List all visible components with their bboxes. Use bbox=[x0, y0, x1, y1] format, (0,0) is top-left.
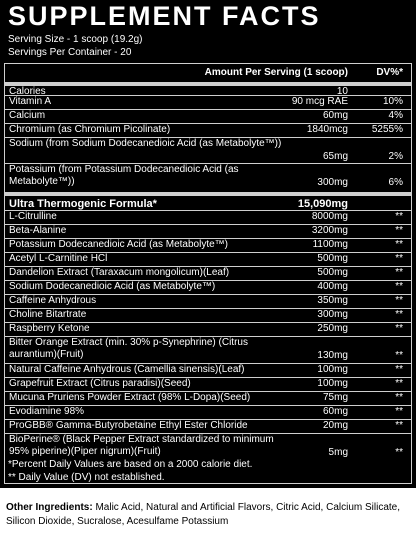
ingredient-dv: ** bbox=[395, 447, 403, 458]
ingredient-name: Natural Caffeine Anhydrous (Camellia sinensis)(Leaf) bbox=[9, 364, 245, 375]
ingredient-name: Ultra Thermogenic Formula* bbox=[9, 198, 157, 210]
table-row bbox=[5, 377, 411, 391]
ingredient-dv: ** bbox=[395, 211, 403, 222]
panel-title: SUPPLEMENT FACTS bbox=[8, 1, 321, 31]
ingredient-dv: ** bbox=[395, 295, 403, 306]
table-row bbox=[5, 308, 411, 322]
header-amount: Amount Per Serving (1 scoop) bbox=[204, 67, 348, 78]
table-row bbox=[5, 336, 411, 363]
ingredient-amount: 65mg bbox=[322, 151, 348, 162]
ingredient-name: Raspberry Ketone bbox=[9, 323, 90, 334]
ingredient-amount: 20mg bbox=[322, 420, 348, 431]
ingredient-dv: 10% bbox=[382, 96, 403, 107]
ingredient-name: Chromium (as Chromium Picolinate) bbox=[9, 124, 171, 135]
ingredient-amount: 100mg bbox=[317, 378, 348, 389]
ingredient-dv: ** bbox=[395, 364, 403, 375]
ingredient-name: BioPerine® (Black Pepper Extract standardized to minimum 95% piperine)(Piper nigrum)(Fruit) bbox=[9, 434, 274, 457]
table-row bbox=[5, 210, 411, 224]
ingredient-name: Grapefruit Extract (Citrus paradisi)(Seed) bbox=[9, 378, 191, 389]
ingredient-amount: 500mg bbox=[317, 267, 348, 278]
table-row bbox=[5, 391, 411, 405]
table-row bbox=[5, 405, 411, 419]
ingredient-amount: 100mg bbox=[317, 364, 348, 375]
ingredient-name: L-Citrulline bbox=[9, 211, 57, 222]
table-row bbox=[5, 266, 411, 280]
ingredient-name: Sodium (from Sodium Dodecanedioic Acid (as Metabolyte™)) bbox=[9, 138, 282, 149]
ingredient-name: Caffeine Anhydrous bbox=[9, 295, 97, 306]
table-row bbox=[5, 433, 411, 460]
ingredient-amount: 15,090mg bbox=[297, 198, 348, 210]
ingredient-dv: ** bbox=[395, 406, 403, 417]
table-row bbox=[5, 252, 411, 266]
ingredient-dv: ** bbox=[395, 225, 403, 236]
table-row bbox=[5, 294, 411, 308]
footnote-dv-not-established: ** Daily Value (DV) not established. bbox=[8, 472, 165, 483]
ingredient-dv: ** bbox=[395, 309, 403, 320]
ingredient-dv: ** bbox=[395, 267, 403, 278]
ingredient-dv: ** bbox=[395, 392, 403, 403]
table-header bbox=[5, 64, 411, 82]
ingredient-name: Vitamin A bbox=[9, 96, 52, 107]
other-ingredients-label: Other Ingredients: bbox=[6, 502, 93, 513]
ingredient-dv: ** bbox=[395, 323, 403, 334]
ingredient-amount: 3200mg bbox=[311, 225, 348, 236]
ingredient-name: Acetyl L-Carnitine HCl bbox=[9, 253, 108, 264]
ingredient-dv: 6% bbox=[388, 177, 403, 188]
ingredient-name: Potassium Dodecanedioic Acid (as Metabolyte™) bbox=[9, 239, 228, 250]
ingredient-amount: 1100mg bbox=[312, 239, 348, 250]
table-row bbox=[5, 224, 411, 238]
table-row bbox=[5, 109, 411, 123]
other-ingredients-text: Malic Acid, Natural and Artificial Flavors, Citric Acid, Calcium Silicate, Silicon Dioxide, Sucralose, Acesulfame Potassium bbox=[6, 502, 401, 527]
table-row bbox=[5, 163, 411, 189]
ingredient-name: Potassium (from Potassium Dodecanedioic Acid (as Metabolyte™)) bbox=[9, 164, 239, 187]
ingredient-name: Calcium bbox=[9, 110, 46, 121]
table-row bbox=[5, 137, 411, 163]
header-dv: DV%* bbox=[376, 67, 403, 78]
nutrition-table bbox=[4, 63, 412, 484]
ingredient-amount: 10 bbox=[336, 86, 348, 97]
ingredient-amount: 130mg bbox=[317, 350, 348, 361]
ingredient-dv: 4% bbox=[388, 110, 403, 121]
ingredient-name: Beta-Alanine bbox=[9, 225, 67, 236]
ingredient-amount: 500mg bbox=[317, 253, 348, 264]
table-row bbox=[5, 95, 411, 109]
table-row bbox=[5, 322, 411, 336]
ingredient-amount: 90 mcg RAE bbox=[291, 96, 348, 107]
ingredient-dv: ** bbox=[395, 350, 403, 361]
table-row bbox=[5, 280, 411, 294]
ingredient-name: Dandelion Extract (Taraxacum mongolicum)(Leaf) bbox=[9, 267, 230, 278]
ingredient-amount: 5mg bbox=[328, 447, 348, 458]
ingredient-name: Choline Bitartrate bbox=[9, 309, 87, 320]
ingredient-amount: 350mg bbox=[317, 295, 348, 306]
serving-size: Serving Size - 1 scoop (19.2g) bbox=[8, 34, 143, 45]
ingredient-dv: 2% bbox=[388, 151, 403, 162]
ingredient-name: Evodiamine 98% bbox=[9, 406, 85, 417]
ingredient-name: Mucuna Pruriens Powder Extract (98% L-Dopa)(Seed) bbox=[9, 392, 251, 403]
ingredient-dv: 5255% bbox=[371, 124, 403, 135]
ingredient-dv: ** bbox=[395, 239, 403, 250]
ingredient-amount: 300mg bbox=[317, 309, 348, 320]
table-row bbox=[5, 363, 411, 377]
ingredient-dv: ** bbox=[395, 378, 403, 389]
table-row bbox=[5, 238, 411, 252]
ingredient-dv: ** bbox=[395, 281, 403, 292]
other-ingredients bbox=[6, 501, 410, 529]
ingredient-amount: 60mg bbox=[322, 406, 348, 417]
ingredient-amount: 1840mcg bbox=[306, 124, 348, 135]
ingredient-name: Sodium Dodecanedioic Acid (as Metabolyte™) bbox=[9, 281, 216, 292]
ingredient-amount: 60mg bbox=[322, 110, 348, 121]
ingredient-amount: 400mg bbox=[317, 281, 348, 292]
ingredient-dv: ** bbox=[395, 253, 403, 264]
footnote-daily-values: *Percent Daily Values are based on a 2000 calorie diet. bbox=[8, 459, 253, 470]
ingredient-amount: 250mg bbox=[317, 323, 348, 334]
ingredient-dv: ** bbox=[395, 420, 403, 431]
table-row bbox=[5, 419, 411, 433]
ingredient-name: Calories bbox=[9, 86, 46, 97]
ingredient-amount: 8000mg bbox=[311, 211, 348, 222]
ingredient-name: ProGBB® Gamma-Butyrobetaine Ethyl Ester Chloride bbox=[9, 420, 248, 431]
ingredient-amount: 300mg bbox=[317, 177, 348, 188]
table-row bbox=[5, 123, 411, 137]
ingredient-name: Bitter Orange Extract (min. 30% p-Synephrine) (Citrus aurantium)(Fruit) bbox=[9, 337, 248, 360]
servings-per-container: Servings Per Container - 20 bbox=[8, 47, 132, 58]
ingredient-amount: 75mg bbox=[322, 392, 348, 403]
